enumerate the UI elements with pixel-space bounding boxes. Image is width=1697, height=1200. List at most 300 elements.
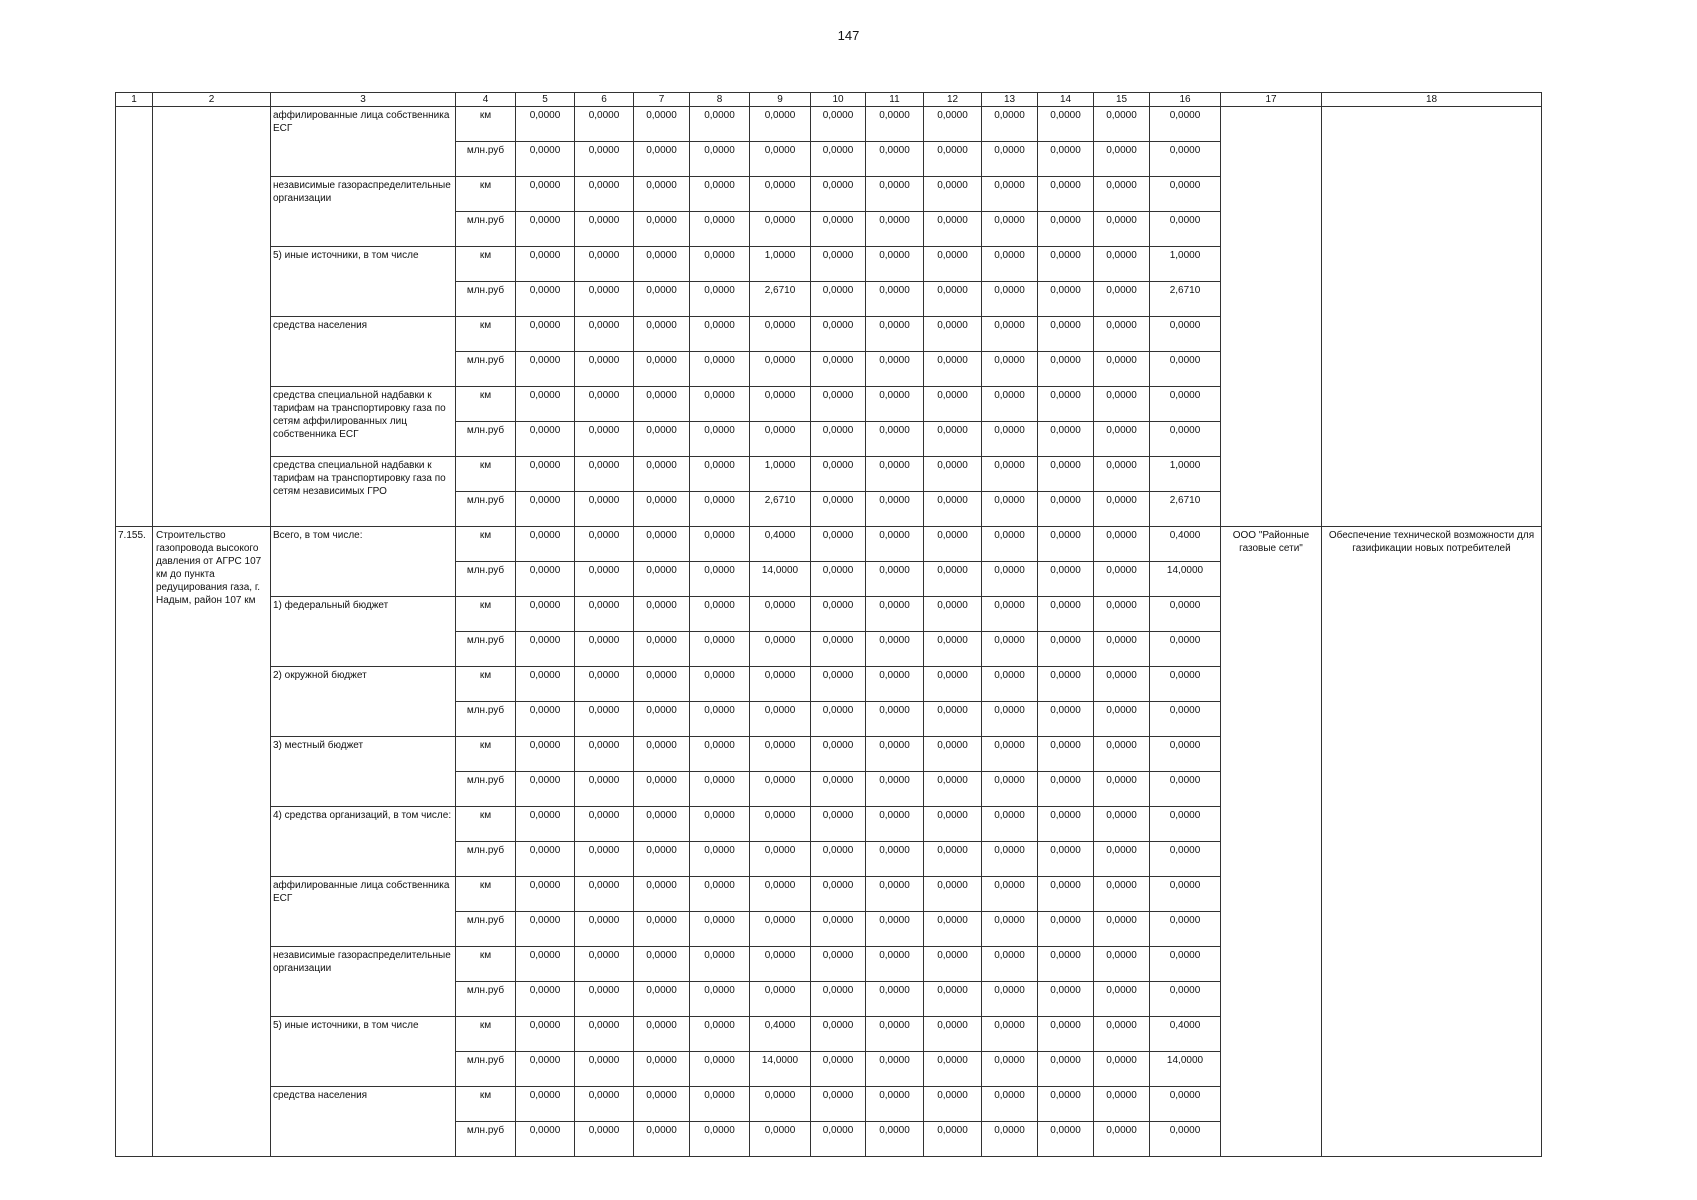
column-number-10: 10 xyxy=(811,93,866,107)
value-cell: 0,0000 xyxy=(866,597,924,632)
value-cell: 0,0000 xyxy=(750,877,811,912)
value-cell: 0,0000 xyxy=(634,807,690,842)
unit-cell: км xyxy=(456,1087,516,1122)
value-cell: 0,0000 xyxy=(690,177,750,212)
value-cell: 0,0000 xyxy=(1094,947,1150,982)
value-cell: 0,0000 xyxy=(516,142,575,177)
value-cell: 0,0000 xyxy=(1038,247,1094,282)
value-cell: 0,0000 xyxy=(575,1087,634,1122)
value-cell: 0,0000 xyxy=(1094,982,1150,1017)
investment-table xyxy=(115,92,1542,1157)
column-number-18: 18 xyxy=(1322,93,1542,107)
value-cell: 0,0000 xyxy=(575,597,634,632)
value-cell: 0,0000 xyxy=(982,667,1038,702)
value-cell: 0,0000 xyxy=(690,562,750,597)
value-cell: 0,0000 xyxy=(516,632,575,667)
value-cell: 0,0000 xyxy=(634,877,690,912)
value-cell: 0,0000 xyxy=(1038,982,1094,1017)
funding-source-label: аффилированные лица собственника ЕСГ xyxy=(271,107,456,177)
unit-cell: км xyxy=(456,107,516,142)
value-cell: 0,0000 xyxy=(1094,422,1150,457)
value-cell: 0,0000 xyxy=(982,282,1038,317)
value-cell: 0,0000 xyxy=(690,212,750,247)
value-cell: 0,0000 xyxy=(516,562,575,597)
value-cell: 0,0000 xyxy=(575,352,634,387)
value-cell: 0,0000 xyxy=(982,422,1038,457)
unit-cell: млн.руб xyxy=(456,282,516,317)
table-row xyxy=(116,527,1542,562)
value-cell: 0,0000 xyxy=(1038,842,1094,877)
value-cell: 0,0000 xyxy=(1094,107,1150,142)
funding-source-label: средства населения xyxy=(271,1087,456,1157)
value-cell: 0,0000 xyxy=(982,597,1038,632)
value-cell: 0,0000 xyxy=(866,457,924,492)
value-cell: 0,0000 xyxy=(866,1017,924,1052)
value-cell: 0,0000 xyxy=(1150,877,1221,912)
value-cell: 0,0000 xyxy=(750,317,811,352)
value-cell: 0,0000 xyxy=(982,352,1038,387)
value-cell: 0,4000 xyxy=(750,527,811,562)
column-number-4: 4 xyxy=(456,93,516,107)
value-cell: 0,0000 xyxy=(982,457,1038,492)
value-cell: 0,0000 xyxy=(1150,982,1221,1017)
object-name xyxy=(153,107,271,527)
value-cell: 0,0000 xyxy=(982,632,1038,667)
unit-cell: км xyxy=(456,177,516,212)
value-cell: 0,0000 xyxy=(982,177,1038,212)
value-cell: 0,0000 xyxy=(750,212,811,247)
value-cell: 0,0000 xyxy=(516,1052,575,1087)
value-cell: 0,0000 xyxy=(1038,912,1094,947)
value-cell: 0,0000 xyxy=(690,597,750,632)
value-cell: 0,0000 xyxy=(750,737,811,772)
value-cell: 14,0000 xyxy=(1150,562,1221,597)
value-cell: 0,0000 xyxy=(866,1052,924,1087)
value-cell: 0,0000 xyxy=(690,107,750,142)
value-cell: 0,0000 xyxy=(1150,947,1221,982)
value-cell: 0,0000 xyxy=(982,842,1038,877)
unit-cell: млн.руб xyxy=(456,562,516,597)
column-number-3: 3 xyxy=(271,93,456,107)
value-cell: 0,0000 xyxy=(866,1122,924,1157)
value-cell: 0,0000 xyxy=(750,387,811,422)
value-cell: 0,0000 xyxy=(634,737,690,772)
value-cell: 0,0000 xyxy=(924,247,982,282)
value-cell: 0,0000 xyxy=(575,422,634,457)
value-cell: 0,0000 xyxy=(924,807,982,842)
value-cell: 0,0000 xyxy=(575,982,634,1017)
value-cell: 0,0000 xyxy=(811,947,866,982)
value-cell: 1,0000 xyxy=(1150,247,1221,282)
value-cell: 0,0000 xyxy=(516,947,575,982)
value-cell: 0,0000 xyxy=(1094,177,1150,212)
value-cell: 0,0000 xyxy=(575,177,634,212)
value-cell: 0,0000 xyxy=(982,1052,1038,1087)
value-cell: 0,0000 xyxy=(1038,212,1094,247)
value-cell: 0,0000 xyxy=(924,282,982,317)
value-cell: 0,0000 xyxy=(811,107,866,142)
value-cell: 0,0000 xyxy=(634,982,690,1017)
value-cell: 0,0000 xyxy=(982,317,1038,352)
funding-source-label: 5) иные источники, в том числе xyxy=(271,1017,456,1087)
unit-cell: млн.руб xyxy=(456,842,516,877)
column-number-13: 13 xyxy=(982,93,1038,107)
value-cell: 0,0000 xyxy=(575,142,634,177)
value-cell: 0,0000 xyxy=(1038,317,1094,352)
value-cell: 0,0000 xyxy=(982,912,1038,947)
value-cell: 0,0000 xyxy=(1094,737,1150,772)
value-cell: 0,0000 xyxy=(1038,947,1094,982)
value-cell: 0,0000 xyxy=(634,1122,690,1157)
value-cell: 0,0000 xyxy=(634,282,690,317)
column-number-8: 8 xyxy=(690,93,750,107)
value-cell: 0,0000 xyxy=(1150,422,1221,457)
value-cell: 0,0000 xyxy=(866,527,924,562)
value-cell: 0,0000 xyxy=(982,562,1038,597)
value-cell: 0,0000 xyxy=(690,247,750,282)
value-cell: 0,0000 xyxy=(634,842,690,877)
unit-cell: млн.руб xyxy=(456,1122,516,1157)
value-cell: 0,0000 xyxy=(750,702,811,737)
value-cell: 2,6710 xyxy=(750,282,811,317)
value-cell: 0,0000 xyxy=(1038,667,1094,702)
value-cell: 0,0000 xyxy=(811,807,866,842)
value-cell: 0,0000 xyxy=(1094,282,1150,317)
value-cell: 0,0000 xyxy=(982,702,1038,737)
value-cell: 0,0000 xyxy=(634,1087,690,1122)
value-cell: 0,0000 xyxy=(516,422,575,457)
value-cell: 0,0000 xyxy=(690,1017,750,1052)
funding-source-label: средства специальной надбавки к тарифам на транспортировку газа по сетям аффилированных лиц собственника ЕСГ xyxy=(271,387,456,457)
funding-source-label: 3) местный бюджет xyxy=(271,737,456,807)
unit-cell: км xyxy=(456,877,516,912)
value-cell: 0,0000 xyxy=(575,877,634,912)
value-cell: 0,0000 xyxy=(690,492,750,527)
value-cell: 0,0000 xyxy=(811,702,866,737)
funding-source-label: средства населения xyxy=(271,317,456,387)
column-number-row xyxy=(116,93,1542,107)
unit-cell: млн.руб xyxy=(456,772,516,807)
value-cell: 0,0000 xyxy=(750,982,811,1017)
unit-cell: км xyxy=(456,807,516,842)
value-cell: 0,0000 xyxy=(1038,352,1094,387)
value-cell: 0,0000 xyxy=(924,667,982,702)
value-cell: 0,0000 xyxy=(982,142,1038,177)
value-cell: 0,0000 xyxy=(575,247,634,282)
value-cell: 0,0000 xyxy=(690,912,750,947)
column-number-1: 1 xyxy=(116,93,153,107)
funding-source-label: Всего, в том числе: xyxy=(271,527,456,597)
value-cell: 0,0000 xyxy=(1094,352,1150,387)
value-cell: 0,0000 xyxy=(982,247,1038,282)
value-cell: 0,0000 xyxy=(634,387,690,422)
value-cell: 0,0000 xyxy=(1038,877,1094,912)
value-cell: 0,0000 xyxy=(811,667,866,702)
value-cell: 0,0000 xyxy=(924,1087,982,1122)
value-cell: 0,0000 xyxy=(1038,1122,1094,1157)
unit-cell: млн.руб xyxy=(456,212,516,247)
value-cell: 0,0000 xyxy=(690,947,750,982)
value-cell: 0,0000 xyxy=(811,212,866,247)
value-cell: 0,0000 xyxy=(516,597,575,632)
value-cell: 0,0000 xyxy=(516,1017,575,1052)
value-cell: 0,0000 xyxy=(516,387,575,422)
value-cell: 0,0000 xyxy=(866,912,924,947)
value-cell: 0,0000 xyxy=(1150,1122,1221,1157)
value-cell: 0,0000 xyxy=(575,457,634,492)
value-cell: 0,0000 xyxy=(1150,212,1221,247)
value-cell: 0,0000 xyxy=(690,282,750,317)
unit-cell: млн.руб xyxy=(456,702,516,737)
value-cell: 0,0000 xyxy=(516,667,575,702)
value-cell: 0,0000 xyxy=(924,1052,982,1087)
value-cell: 0,0000 xyxy=(1150,177,1221,212)
value-cell: 0,0000 xyxy=(924,527,982,562)
unit-cell: км xyxy=(456,597,516,632)
value-cell: 0,0000 xyxy=(634,772,690,807)
value-cell: 0,0000 xyxy=(982,107,1038,142)
value-cell: 0,0000 xyxy=(866,877,924,912)
value-cell: 0,0000 xyxy=(516,247,575,282)
value-cell: 0,0000 xyxy=(634,352,690,387)
purpose-text xyxy=(1322,107,1542,527)
value-cell: 0,0000 xyxy=(634,317,690,352)
value-cell: 0,0000 xyxy=(811,527,866,562)
unit-cell: км xyxy=(456,737,516,772)
value-cell: 0,0000 xyxy=(634,667,690,702)
unit-cell: млн.руб xyxy=(456,632,516,667)
value-cell: 0,0000 xyxy=(575,842,634,877)
value-cell: 0,0000 xyxy=(690,457,750,492)
value-cell: 0,0000 xyxy=(516,352,575,387)
item-code xyxy=(116,107,153,527)
value-cell: 0,0000 xyxy=(811,457,866,492)
value-cell: 0,0000 xyxy=(924,107,982,142)
value-cell: 0,0000 xyxy=(924,317,982,352)
value-cell: 0,0000 xyxy=(516,737,575,772)
value-cell: 0,0000 xyxy=(1038,702,1094,737)
value-cell: 0,0000 xyxy=(866,702,924,737)
executor-name xyxy=(1221,107,1322,527)
value-cell: 0,0000 xyxy=(924,737,982,772)
value-cell: 0,0000 xyxy=(1094,387,1150,422)
value-cell: 0,0000 xyxy=(1094,842,1150,877)
value-cell: 0,0000 xyxy=(1150,352,1221,387)
unit-cell: км xyxy=(456,247,516,282)
value-cell: 0,0000 xyxy=(982,982,1038,1017)
value-cell: 0,0000 xyxy=(811,352,866,387)
value-cell: 1,0000 xyxy=(750,457,811,492)
value-cell: 0,0000 xyxy=(690,772,750,807)
value-cell: 0,0000 xyxy=(750,142,811,177)
unit-cell: млн.руб xyxy=(456,142,516,177)
unit-cell: км xyxy=(456,317,516,352)
value-cell: 0,0000 xyxy=(516,492,575,527)
unit-cell: км xyxy=(456,667,516,702)
value-cell: 0,0000 xyxy=(866,1087,924,1122)
value-cell: 0,0000 xyxy=(924,457,982,492)
column-number-11: 11 xyxy=(866,93,924,107)
value-cell: 0,0000 xyxy=(516,212,575,247)
value-cell: 0,0000 xyxy=(982,1122,1038,1157)
value-cell: 0,0000 xyxy=(1038,1017,1094,1052)
value-cell: 0,0000 xyxy=(924,877,982,912)
value-cell: 0,0000 xyxy=(575,317,634,352)
value-cell: 0,0000 xyxy=(1150,107,1221,142)
value-cell: 0,0000 xyxy=(516,1087,575,1122)
value-cell: 0,0000 xyxy=(924,1122,982,1157)
value-cell: 0,0000 xyxy=(811,842,866,877)
value-cell: 0,0000 xyxy=(1150,142,1221,177)
value-cell: 0,0000 xyxy=(924,772,982,807)
value-cell: 0,0000 xyxy=(1150,772,1221,807)
value-cell: 0,0000 xyxy=(750,177,811,212)
value-cell: 0,0000 xyxy=(634,107,690,142)
value-cell: 0,0000 xyxy=(1094,597,1150,632)
value-cell: 0,0000 xyxy=(575,667,634,702)
value-cell: 0,0000 xyxy=(982,1017,1038,1052)
value-cell: 0,0000 xyxy=(690,1087,750,1122)
value-cell: 0,0000 xyxy=(1094,247,1150,282)
value-cell: 0,0000 xyxy=(634,1017,690,1052)
unit-cell: км xyxy=(456,527,516,562)
value-cell: 0,0000 xyxy=(634,492,690,527)
value-cell: 0,0000 xyxy=(1150,807,1221,842)
value-cell: 0,0000 xyxy=(750,1122,811,1157)
value-cell: 0,0000 xyxy=(811,387,866,422)
value-cell: 0,0000 xyxy=(866,352,924,387)
value-cell: 0,0000 xyxy=(690,877,750,912)
value-cell: 0,0000 xyxy=(516,807,575,842)
value-cell: 0,0000 xyxy=(575,492,634,527)
value-cell: 0,0000 xyxy=(690,632,750,667)
value-cell: 0,0000 xyxy=(866,142,924,177)
value-cell: 0,0000 xyxy=(690,1122,750,1157)
value-cell: 0,0000 xyxy=(1038,737,1094,772)
value-cell: 0,0000 xyxy=(811,1087,866,1122)
value-cell: 0,0000 xyxy=(1094,492,1150,527)
value-cell: 0,0000 xyxy=(1150,702,1221,737)
value-cell: 0,0000 xyxy=(866,317,924,352)
value-cell: 0,0000 xyxy=(750,597,811,632)
value-cell: 0,0000 xyxy=(575,1017,634,1052)
value-cell: 0,0000 xyxy=(811,1052,866,1087)
value-cell: 0,0000 xyxy=(811,632,866,667)
value-cell: 0,0000 xyxy=(982,1087,1038,1122)
value-cell: 0,0000 xyxy=(866,212,924,247)
column-number-9: 9 xyxy=(750,93,811,107)
unit-cell: млн.руб xyxy=(456,492,516,527)
value-cell: 0,0000 xyxy=(811,562,866,597)
value-cell: 0,0000 xyxy=(1038,142,1094,177)
value-cell: 0,0000 xyxy=(750,632,811,667)
value-cell: 0,0000 xyxy=(924,387,982,422)
column-number-5: 5 xyxy=(516,93,575,107)
purpose-text: Обеспечение технической возможности для газификации новых потребителей xyxy=(1322,527,1542,1157)
value-cell: 0,0000 xyxy=(575,807,634,842)
value-cell: 0,0000 xyxy=(690,737,750,772)
value-cell: 0,0000 xyxy=(1094,212,1150,247)
value-cell: 0,0000 xyxy=(811,912,866,947)
value-cell: 0,0000 xyxy=(1094,457,1150,492)
value-cell: 0,0000 xyxy=(1038,1087,1094,1122)
value-cell: 0,0000 xyxy=(1150,737,1221,772)
value-cell: 0,0000 xyxy=(750,422,811,457)
unit-cell: км xyxy=(456,457,516,492)
value-cell: 0,0000 xyxy=(866,422,924,457)
value-cell: 0,0000 xyxy=(750,842,811,877)
value-cell: 0,0000 xyxy=(634,562,690,597)
value-cell: 0,0000 xyxy=(866,667,924,702)
value-cell: 0,0000 xyxy=(811,422,866,457)
unit-cell: км xyxy=(456,947,516,982)
value-cell: 0,0000 xyxy=(634,1052,690,1087)
value-cell: 0,0000 xyxy=(1038,632,1094,667)
value-cell: 0,0000 xyxy=(1038,387,1094,422)
value-cell: 0,4000 xyxy=(750,1017,811,1052)
value-cell: 0,0000 xyxy=(1094,912,1150,947)
value-cell: 0,0000 xyxy=(634,212,690,247)
value-cell: 0,0000 xyxy=(690,422,750,457)
value-cell: 0,0000 xyxy=(866,387,924,422)
unit-cell: км xyxy=(456,387,516,422)
value-cell: 0,0000 xyxy=(1150,317,1221,352)
value-cell: 0,0000 xyxy=(1150,1087,1221,1122)
value-cell: 0,0000 xyxy=(1094,702,1150,737)
value-cell: 0,0000 xyxy=(1094,1122,1150,1157)
value-cell: 0,0000 xyxy=(575,737,634,772)
value-cell: 0,0000 xyxy=(575,562,634,597)
value-cell: 0,0000 xyxy=(1094,527,1150,562)
value-cell: 0,0000 xyxy=(982,737,1038,772)
value-cell: 0,0000 xyxy=(811,1017,866,1052)
value-cell: 0,0000 xyxy=(924,212,982,247)
value-cell: 1,0000 xyxy=(1150,457,1221,492)
value-cell: 0,0000 xyxy=(1150,912,1221,947)
value-cell: 2,6710 xyxy=(750,492,811,527)
value-cell: 0,0000 xyxy=(1094,1087,1150,1122)
value-cell: 0,0000 xyxy=(924,492,982,527)
value-cell: 0,0000 xyxy=(690,667,750,702)
value-cell: 0,0000 xyxy=(866,842,924,877)
value-cell: 2,6710 xyxy=(1150,282,1221,317)
value-cell: 0,0000 xyxy=(866,492,924,527)
value-cell: 0,0000 xyxy=(750,772,811,807)
value-cell: 0,0000 xyxy=(690,842,750,877)
value-cell: 0,0000 xyxy=(1038,527,1094,562)
value-cell: 0,0000 xyxy=(1150,632,1221,667)
value-cell: 0,0000 xyxy=(575,282,634,317)
value-cell: 0,0000 xyxy=(690,702,750,737)
value-cell: 0,0000 xyxy=(1094,877,1150,912)
value-cell: 0,0000 xyxy=(750,947,811,982)
value-cell: 0,0000 xyxy=(924,982,982,1017)
value-cell: 0,0000 xyxy=(1038,457,1094,492)
value-cell: 0,0000 xyxy=(866,282,924,317)
value-cell: 0,0000 xyxy=(1094,142,1150,177)
funding-source-label: независимые газораспределительные организации xyxy=(271,177,456,247)
value-cell: 0,0000 xyxy=(516,282,575,317)
funding-source-label: средства специальной надбавки к тарифам на транспортировку газа по сетям независимых ГРО xyxy=(271,457,456,527)
value-cell: 0,0000 xyxy=(866,807,924,842)
value-cell: 0,0000 xyxy=(516,772,575,807)
value-cell: 0,0000 xyxy=(1094,317,1150,352)
value-cell: 0,0000 xyxy=(866,247,924,282)
value-cell: 0,0000 xyxy=(866,772,924,807)
value-cell: 0,0000 xyxy=(690,317,750,352)
column-number-12: 12 xyxy=(924,93,982,107)
value-cell: 0,0000 xyxy=(811,317,866,352)
